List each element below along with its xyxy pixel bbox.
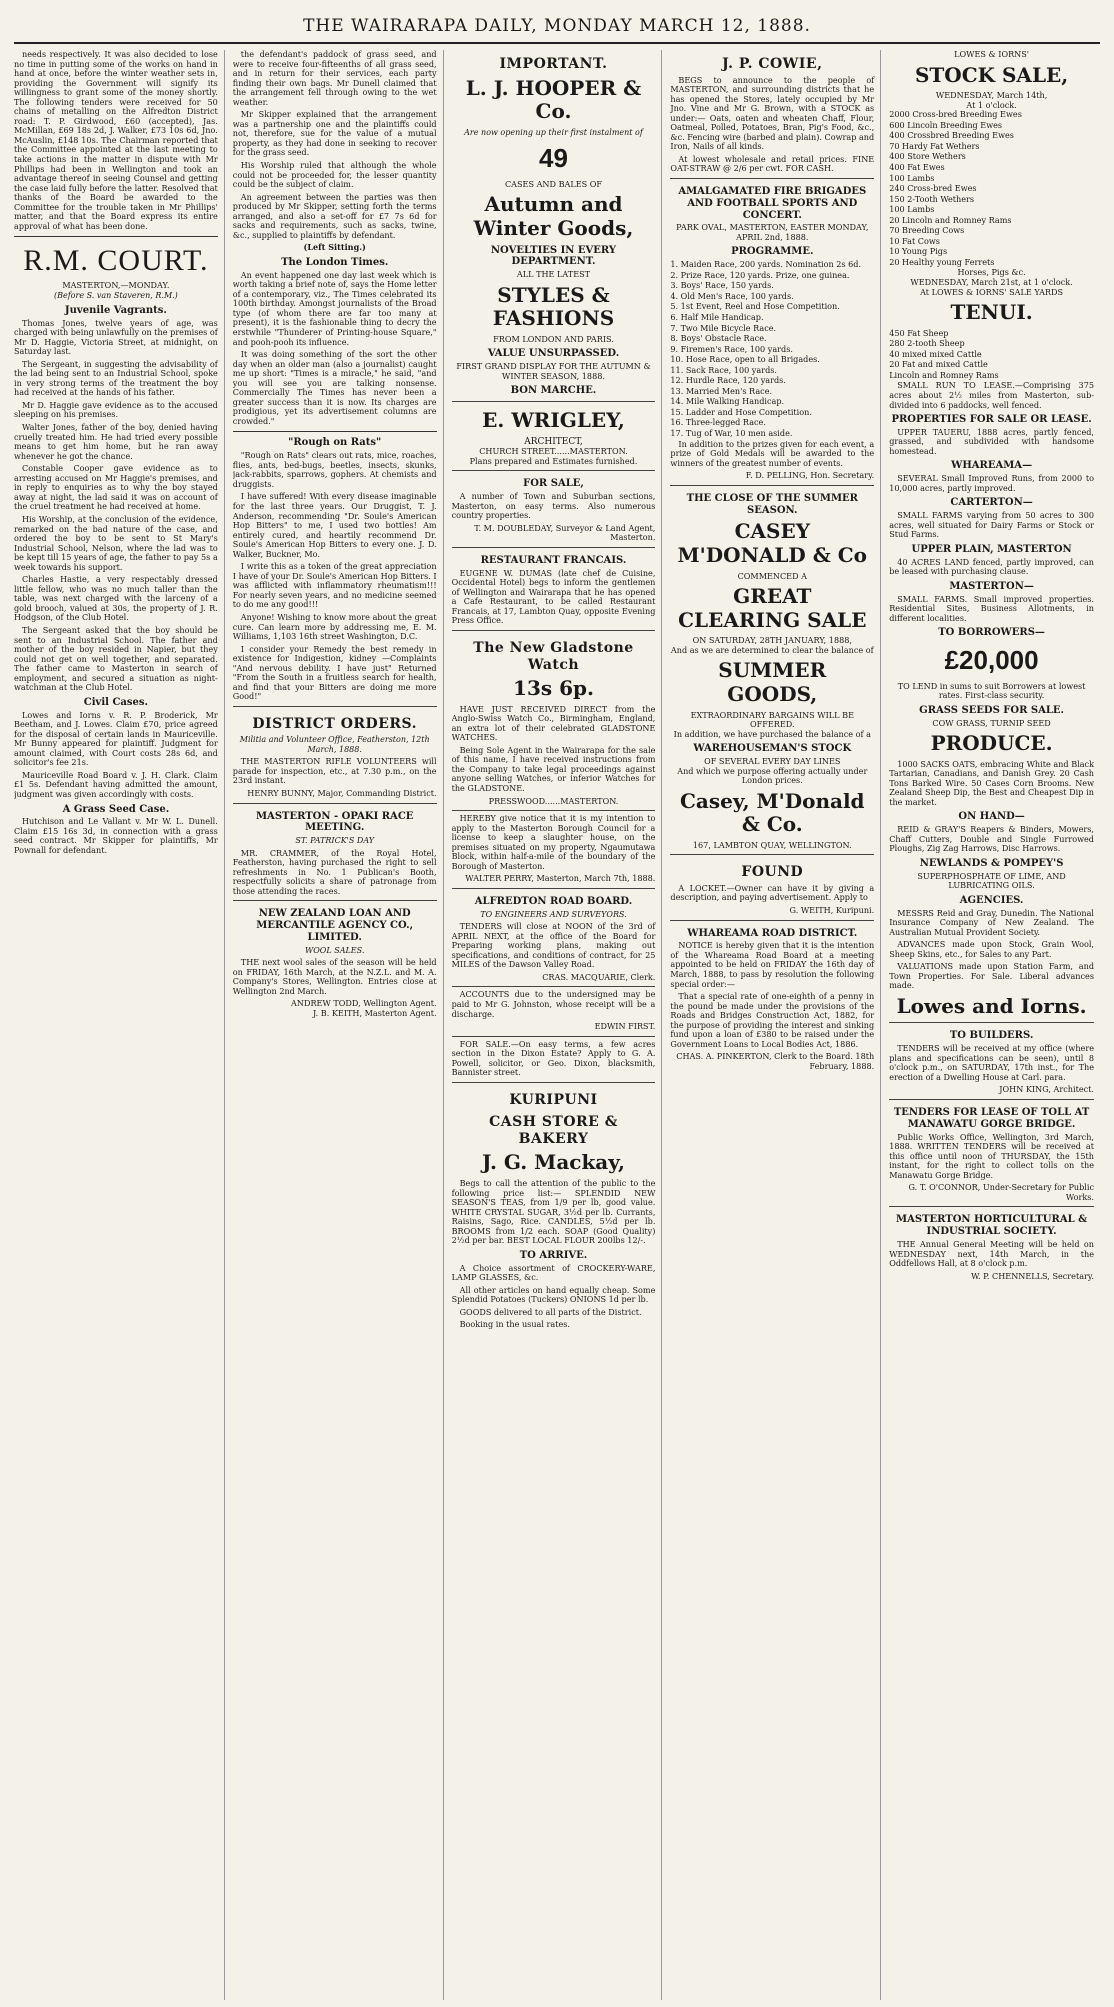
warehouse-stock: WAREHOUSEMAN'S STOCK (693, 743, 852, 755)
ad-paragraph: I write this as a token of the great appreciation I have of your Dr. Soule's American Hop Bitters. I was afflicted with inflammatory rheumatism!!! For nearly seven years, and no medicine seemed to do me any good!!! (232, 561, 437, 610)
toll-head: TENDERS FOR LEASE OF TOLL AT MANAWATU GORGE BRIDGE. (893, 1107, 1090, 1130)
programme-item: 11. Sack Race, 100 yards. (670, 364, 777, 375)
ad-paragraph: HAVE JUST RECEIVED DIRECT from the Anglo-Swiss Watch Co., Birmingham, England, an extra lot of their celebrated GLADSTONE WATCHES. (451, 703, 656, 743)
signature: CRAS. MACQUARIE, Clerk. (542, 971, 656, 982)
ad-paragraph: A number of Town and Suburban sections, Masterton, on easy terms. Also numerous country properties. (451, 491, 656, 521)
stock-item: 10 Young Pigs (889, 246, 948, 257)
article-paragraph: An event happened one day last week which is worth taking a brief note of, says the Home letter of a contemporary, viz., The Times celebrated its 100th birthday. Amongst journalists of the Broad type (of whom there are far too many at present), it is the fashionable thing to decry the erstwhile "Thunderer of Printing-house Square," and pooh-pooh its influence. (232, 269, 437, 347)
rats-head: "Rough on Rats" (288, 437, 382, 449)
tenui-item: 450 Fat Sheep (889, 327, 949, 338)
ad-paragraph: SEVERAL Small Improved Runs, from 2000 to 10,000 acres, partly improved. (889, 473, 1094, 493)
ad-paragraph: ADVANCES made upon Stock, Grain Wool, Sheep Skins, etc., for Sales to any Part. (889, 939, 1094, 959)
sale-text: OF SEVERAL EVERY DAY LINES (704, 755, 841, 766)
signature: JOHN KING, Architect. (999, 1084, 1094, 1095)
alfredton-ad (452, 888, 656, 983)
columns (14, 50, 1100, 2000)
programme-item: 10. Hose Race, open to all Brigades. (670, 354, 820, 365)
article-paragraph: Mr D. Haggie gave evidence as to the accused sleeping on his premises. (14, 399, 218, 420)
ad-paragraph: Public Works Office, Wellington, 3rd March, 1888. WRITTEN TENDERS will be received at this office until noon of THURSDAY, the 15th instant, for the right to collect tolls on the Manawatu Gorge Bridge. (889, 1131, 1094, 1180)
wool-head: NEW ZEALAND LOAN AND MERCANTILE AGENCY CO., LIMITED. (256, 908, 414, 943)
casey-name: CASEY M'DONALD & Co (677, 519, 868, 567)
programme-item: 2. Prize Race, 120 yards. Prize, one guinea. (670, 269, 850, 280)
builders-ad (889, 1022, 1094, 1095)
stock-item: 400 Fat Ewes (889, 161, 945, 172)
tenui-item: 280 2-tooth Sheep (889, 338, 965, 349)
divider (233, 431, 437, 432)
restaurant-ad (452, 547, 656, 626)
column-4 (670, 50, 881, 2000)
stock-item: 100 Lambs (889, 172, 935, 183)
hooper-sub: Are now opening up their first instalment of (464, 127, 643, 137)
seeds-head: GRASS SEEDS FOR SALE. (919, 704, 1065, 716)
divider (14, 236, 218, 237)
article-paragraph: Thomas Jones, twelve years of age, was charged with being unlawfully on the premises of Mr D. Haggie, Victoria Street, at midnight, on Saturday last. (14, 317, 218, 357)
ad-paragraph: GOODS delivered to all parts of the District. (459, 1306, 642, 1317)
ad-paragraph: VALUATIONS made upon Station Farm, and Town Properties. For Sale. Liberal advances made. (889, 961, 1094, 991)
ad-paragraph: Begs to call the attention of the public to the following price list:— SPLENDID NEW SEASON'S TEAS, from 1/9 per lb, good value. WHITE CRYSTAL SUGAR, 3½d per lb. Currants, Raisins, Sago, Rice. CANDLES, 5½d per lb. BROOMS from 1/2 each. SOAP (Good Quality) 2½d per bar. BEST LOCAL FLOUR 200lbs 12/-. (451, 1177, 656, 1246)
on-hand: ON HAND— (958, 811, 1025, 823)
sale-date: ON SATURDAY, 28TH JANUARY, 1888, (692, 635, 852, 646)
restaurant-head: RESTAURANT FRANCAIS. (480, 554, 627, 566)
styles: STYLES & FASHIONS (492, 282, 615, 331)
district-head: DISTRICT ORDERS. (252, 715, 417, 732)
ad-paragraph: BEGS to announce to the people of MASTERTON, and surrounding districts that he has opened the Stores, lately occupied by Mr Jno. Vine and Mr G. Brown, with a STOCK as under:— Oats, oaten and wheaten Chaff, Flour, Oatmeal, Polled, Potatoes, Bran, Pig's Food, &c., &c. Fencing wire (barbed and plain). Cowrap and Iron, Nails of all kinds. (670, 74, 875, 152)
ad-paragraph: I consider your Remedy the best remedy in existence for Indigestion, kidney —Complaints "And nervous debility. I have just" Returned "From the South in a fruitless search for health, and find that your Bitters are doing me more Good!" (232, 643, 437, 702)
article-paragraph: It was doing something of the sort the other day when an older man (also a journalist) caught me up short: "Times is a miracle," he said, "and you will see you are talking nonsense. Commercially The Times has never been a greater success than it is now. Its charges are prodigious, yet its advertisement columns are crowded." (232, 349, 437, 426)
ad-paragraph: 1000 SACKS OATS, embracing White and Black Tartarian, Canadians, and Danish Grey. 20 Cash Tons Barked Wire. 50 Cases Corn Brooms. New Zealand Sheep Dip, the Best and Cheapest Dip in the market. (889, 758, 1094, 807)
ad-paragraph: TENDERS will close at NOON of the 3rd of APRIL NEXT, at the office of the Board for Preparing working plans, making out specifications, and conditions of contract, for 25 MILES of the Dawson Valley Road. (451, 921, 656, 970)
ad-paragraph: REID & GRAY'S Reapers & Binders, Mowers, Chaff Cutters, Double and Single Furrowed Ploughs, Zig Zag Harrows, Disc Harrows. (889, 824, 1094, 854)
article-paragraph: His Worship, at the conclusion of the evidence, remarked on the bad nature of the case, and ordered the boy to be sent to St Mary's Industrial School, Nelson, where the lad was to be kept till 15 years of age, the father to pay 5s a week towards his support. (14, 513, 218, 572)
to-arrive: TO ARRIVE. (519, 1249, 588, 1261)
stock-date-2: WEDNESDAY, March 21st, at 1 o'clock. (910, 276, 1073, 287)
autumn-winter: Autumn and Winter Goods, (473, 192, 634, 240)
sports-ad (670, 178, 874, 481)
ad-paragraph: In addition to the prizes given for each event, a prize of Gold Medals will be awarded to the winners of the greatest number of events. (670, 438, 875, 468)
article-paragraph: The Sergeant, in suggesting the advisability of the lad being sent to an Industrial School, spoke in very strong terms of the treatment the boy had received at the hands of his father. (14, 358, 218, 398)
lowes-signature: Lowes and Iorns. (896, 993, 1087, 1018)
stock-item: 20 Lincoln and Romney Rams (889, 214, 1012, 225)
masterton-sub: MASTERTON— (949, 580, 1034, 592)
stock-item: 100 Lambs (889, 204, 935, 215)
ad-paragraph: THE MASTERTON RIFLE VOLUNTEERS will parade for inspection, etc., at 7.30 p.m., on the 23rd instant. (232, 756, 437, 786)
road-board-report: needs respectively. It was also decided to lose no time in putting some of the works on hand in hand at once, before the winter weather sets in, providing the Government will signify its willingness to grant some of the money shortly. The following tenders were received for 50 chains of metalling on the Alfredton District road: T. P. Girdwood, £60 (accepted), Jas. McMillan, £69 18s 2d, J. Walker, £73 10s 6d, Jno. McAuslin, £148 10s. The Chairman reported that the Committee appointed at the last meeting to take actions in the matter in dispute with Mr Phillips had been in Wellington and took an advantage thereof in seeing Counsel and getting the case laid fully before the latter. Resolved that thanks of the Board be awarded to the Committee for the trouble taken in Mr Phillips' matter, and that the Board express its entire approval of what has been done. (14, 50, 218, 231)
times-head: The London Times. (281, 256, 389, 268)
race-head: MASTERTON - OPAKI RACE MEETING. (255, 810, 414, 834)
ad-paragraph: All other articles on hand equally cheap. Some Splendid Potatoes (Tuckers) ONIONS 1d per lb. (451, 1284, 656, 1305)
wrigley-ad (452, 401, 656, 466)
borrowers: TO BORROWERS— (938, 627, 1045, 639)
hooper-name: L. J. HOOPER & Co. (465, 75, 642, 124)
stock-item: 10 Fat Cows (889, 235, 940, 246)
court-before: (Before S. van Staveren, R.M.) (53, 291, 178, 301)
cash-store: CASH STORE & BAKERY (489, 1114, 618, 1147)
signature: F. D. PELLING, Hon. Secretary. (745, 470, 875, 481)
article-paragraph: Charles Hastie, a very respectably dressed little fellow, who was no much taller than the table, was next charged with the larceny of a gold brooch, valued at 30s, the property of J. R. Hodgson, of the Club Hotel. (14, 574, 218, 623)
watch-head: The New Gladstone Watch (473, 640, 634, 673)
toll-ad (889, 1099, 1094, 1202)
whareama-ad (670, 920, 874, 1072)
props-head: PROPERTIES FOR SALE OR LEASE. (891, 414, 1092, 426)
cases-number: 49 (539, 143, 568, 174)
wool-sub: WOOL SALES. (305, 945, 365, 955)
casey-signature: Casey, M'Donald & Co. (680, 788, 865, 837)
architect: ARCHITECT, (524, 436, 583, 447)
article-paragraph: Mr Skipper explained that the arrangement was a partnership one and the plaintiffs could not, therefore, sue for the value of a mutual property, as they had done in seeking to recover for the grass seed. (232, 109, 437, 158)
programme-item: 13. Married Men's Race. (670, 385, 773, 396)
newlands: NEWLANDS & POMPEY'S (919, 857, 1064, 869)
cowie-head: J. P. COWIE, (722, 56, 823, 72)
ad-paragraph: EUGENE W. DUMAS (late chef de Cuisine, Occidental Hotel) begs to inform the gentlemen of Wellington and Wairarapa that he has opened a Cafe Restaurant, to be called Restaurant Francais, at 17, Lambton Quay, opposite Evening Press Office. (451, 567, 656, 626)
important-head: IMPORTANT. (499, 56, 608, 72)
commenced: COMMENCED A (737, 570, 807, 581)
ad-paragraph: A Choice assortment of CROCKERY-WARE, LAMP GLASSES, &c. (451, 1262, 656, 1283)
article-paragraph: An agreement between the parties was then produced by Mr Skipper, setting forth the terms arranged, and also a set-off for £7 7s 6d for sacks and requirements, such as sacks, twine, &c., supplied to plaintiffs by defendant. (232, 191, 437, 240)
tenui-item: Lincoln and Romney Rams (889, 369, 999, 380)
ad-paragraph: THE next wool sales of the season will be held on FRIDAY, 16th March, at the N.Z.L. and M. A. Company's Stores, Wellington. Entries close at Wellington 2nd March. (232, 957, 437, 996)
stock-item: 240 Cross-bred Ewes (889, 183, 977, 194)
ad-paragraph: A LOCKET.—Owner can have it by giving a description, and paying advertisement. Apply to (670, 882, 875, 903)
agencies: AGENCIES. (959, 894, 1024, 906)
superphosphate: SUPERPHOSPHATE OF LIME, AND LUBRICATING OILS. (917, 870, 1066, 891)
latest: ALL THE LATEST (516, 269, 591, 280)
watch-ad (452, 630, 656, 806)
dixon-ad (452, 1036, 656, 1078)
stock-item: 150 2-Tooth Wethers (889, 193, 975, 204)
column-5 (889, 50, 1100, 2000)
tenui-list (889, 329, 1094, 381)
summer-goods: SUMMER GOODS, (718, 658, 827, 706)
article-paragraph: Constable Cooper gave evidence as to arresting accused on Mr Haggie's premises, and in reply to enquiries as to why the boy stayed away at night, the lad said it was on account of the cruel treatment he had received at home. (14, 463, 218, 512)
programme-item: 15. Ladder and Hose Competition. (670, 406, 812, 417)
ad-paragraph: Booking in the usual rates. (459, 1319, 570, 1330)
signature: T. M. DOUBLEDAY, Surveyor & Land Agent, Masterton. (474, 522, 656, 543)
whareama-sub: WHAREAMA— (951, 460, 1033, 472)
seeds-sub: COW GRASS, TURNIP SEED (932, 717, 1051, 728)
mackay: J. G. Mackay, (482, 1150, 625, 1175)
column-1 (14, 50, 225, 2000)
close-season: THE CLOSE OF THE SUMMER SEASON. (686, 492, 858, 516)
kuripuni-head: KURIPUNI (509, 1091, 598, 1108)
lowes-yards: At LOWES & IORNS' SALE YARDS (920, 286, 1064, 297)
programme-item: 17. Tug of War, 10 men aside. (670, 428, 793, 439)
novelties: NOVELTIES IN EVERY DEPARTMENT. (490, 244, 617, 268)
wrigley-addr: CHURCH STREET......MASTERTON. (479, 446, 628, 457)
kuripuni-ad (452, 1082, 656, 1330)
ad-paragraph: Anyone! Wishing to know more about the great cure. Can learn more by addressing me, E. M. Williams, 1,103 16th street Washington, D.C. (232, 612, 437, 642)
district-orders-ad (233, 706, 437, 799)
found-head: FOUND (741, 864, 804, 881)
sports-venue: PARK OVAL, MASTERTON, EASTER MONDAY, APRIL 2nd, 1888. (676, 222, 869, 242)
ad-paragraph: ACCOUNTS due to the undersigned may be paid to Mr G. Johnston, whose receipt will be a discharge. (451, 989, 656, 1019)
programme-list (670, 260, 874, 438)
signature: W. P. CHENNELLS, Secretary. (971, 1270, 1094, 1281)
amalgamated-head: AMALGAMATED FIRE BRIGADES AND FOOTBALL SPORTS AND CONCERT. (678, 185, 867, 221)
article-paragraph: Mauriceville Road Board v. J. H. Clark. Claim £1 5s. Defendant having admitted the amount, judgment was given accordingly with costs. (14, 769, 218, 799)
programme-item: 16. Three-legged Race. (670, 417, 766, 428)
ad-paragraph: 40 ACRES LAND fenced, partly improved, can be leased with purchasing clause. (889, 556, 1094, 577)
bargains: EXTRAORDINARY BARGAINS WILL BE OFFERED. (690, 709, 854, 730)
lowes-head: LOWES & IORNS' (954, 50, 1030, 59)
value-unsurpassed: VALUE UNSURPASSED. (487, 348, 620, 360)
ad-paragraph: FOR SALE.—On easy terms, a few acres section in the Dixon Estate? Apply to G. A. Powell, solicitor, or Geo. Dixon, blacksmith, Bannister street. (451, 1038, 656, 1078)
article-paragraph: His Worship ruled that although the whole could not be proceeded for, the lesser quantity could be the subject of claim. (232, 160, 437, 190)
for-sale-ad (452, 470, 656, 543)
ad-paragraph: SMALL RUN TO LEASE.—Comprising 375 acres about 2½ miles from Masterton, sub-divided into 6 paddocks, well fenced. (889, 380, 1094, 410)
carterton-sub: CARTERTON— (950, 497, 1033, 509)
signature: HENRY BUNNY, Major, Commanding District. (247, 787, 437, 798)
programme-item: 1. Maiden Race, 200 yards. Nomination 2s 6d. (670, 259, 862, 270)
column-2 (233, 50, 444, 2000)
ad-paragraph: SMALL FARMS varying from 50 acres to 300 acres, well situated for Dairy Farms or Stock or Stud Farms. (889, 510, 1094, 540)
slaughter-ad (452, 810, 656, 884)
stock-item: 2000 Cross-bred Breeding Ewes (889, 109, 1022, 120)
programme-item: 14. Mile Walking Handicap. (670, 396, 785, 407)
ad-paragraph: "Rough on Rats" clears out rats, mice, roaches, flies, ants, bed-bugs, beetles, insects, skunks, jack-rabbits, sparrows, gophers. At chemists and druggists. (232, 450, 437, 489)
article-paragraph: Walter Jones, father of the boy, denied having cruelly treated him. He had tried every possible means to get him home, but he ran away whenever he got the chance. (14, 422, 218, 461)
court-title: R.M. COURT. (23, 244, 209, 278)
civil-head: Civil Cases. (83, 696, 148, 708)
display: FIRST GRAND DISPLAY FOR THE AUTUMN & WINTER SEASON, 1888. (456, 361, 651, 381)
programme-item: 5. 1st Event, Reel and Hose Competition. (670, 301, 840, 312)
signature: CHAS. A. PINKERTON, Clerk to the Board. 18th February, 1888. (676, 1051, 875, 1071)
alfredton-head: ALFREDTON ROAD BOARD. (474, 895, 633, 907)
column-3 (452, 50, 663, 2000)
ad-paragraph: That a special rate of one-eighth of a penny in the pound be made under the provisions of the Roads and Bridges Construction Act, 1882, for the purpose of providing the interest and sinking fund upon a loan of £380 to be raised under the Government Loans to Local Bodies Act, 1886. (670, 991, 875, 1049)
signature: ANDREW TODD, Wellington Agent. (291, 998, 437, 1009)
horticultural-head: MASTERTON HORTICULTURAL & INDUSTRIAL SOCIETY. (896, 1214, 1088, 1238)
stock-time: At 1 o'clock. (966, 99, 1017, 110)
stock-item: 400 Store Wethers (889, 151, 966, 162)
article-paragraph: Lowes and Iorns v. R. P. Broderick, Mr Beetham, and J. Lowes. Claim £70, price agreed for the disposal of certain lands in Mauriceville. Mr Bunny appeared for plaintiff. Judgment for amount claimed, with Court costs 28s 6d, and solicitor's fee 21s. (14, 709, 218, 768)
ad-paragraph: SMALL FARMS. Small improved properties. Residential Sites, Business Allotments, in different localities. (889, 593, 1094, 623)
programme-item: 8. Boys' Obstacle Race. (670, 333, 767, 344)
race-meeting-ad (233, 803, 437, 897)
article-paragraph: the defendant's paddock of grass seed, and were to receive four-fifteenths of all grass seed, and in return for their services, each party finding their own bags. Mr Dunell claimed that the arrangement fell through owing to the wet weather. (232, 50, 437, 107)
ad-paragraph: I have suffered! With every disease imaginable for the last three years. Our Druggist, T. J. Anderson, recommending "Dr. Soule's American Hop Bitters" to me, I used two bottles! Am entirely cured, and heartily recommend Dr. Soule's American Hop Bitters to every one. J. D. Walker, Buckner, Mo. (232, 491, 437, 559)
ad-paragraph: HEREBY give notice that it is my intention to apply to the Masterton Borough Council for a license to keep a slaughter house, on the premises situated on my property, Ngaumutawa Block, within half-a-mile of the boundary of the Borough of Masterton. (451, 813, 656, 871)
stock-item: 70 Breeding Cows (889, 225, 965, 236)
programme-item: 7. Two Mile Bicycle Race. (670, 322, 777, 333)
grass-seed-head: A Grass Seed Case. (62, 803, 170, 815)
race-sub: ST. PATRICK'S DAY (295, 836, 375, 846)
from-london: FROM LONDON AND PARIS. (493, 333, 614, 344)
cases-text: CASES AND BALES OF (504, 178, 603, 189)
signature: J. B. KEITH, Masterton Agent. (313, 1007, 437, 1018)
wool-sales-ad (233, 900, 437, 1018)
loan-amount: £20,000 (944, 644, 1039, 675)
article-paragraph: Hutchison and Le Vallant v. Mr W. L. Dunell. Claim £15 16s 3d, in connection with a grass seed contract. Mr Skipper for plaintiffs, Mr Pownall for defendant. (14, 816, 218, 855)
upper-plain: UPPER PLAIN, MASTERTON (911, 543, 1072, 555)
great-clearing: GREAT CLEARING SALE (678, 584, 867, 632)
stock-item: 600 Lincoln Breeding Ewes (889, 119, 1003, 130)
juvenile-head: Juvenile Vagrants. (64, 304, 167, 316)
tenui-head: TENUI. (950, 300, 1033, 325)
signature: EDWIN FIRST. (594, 1021, 656, 1032)
signature: WALTER PERRY, Masterton, March 7th, 1888. (465, 873, 656, 884)
ad-paragraph: Being Sole Agent in the Wairarapa for the sale of this name, I have received instructions from the Company to take legal proceedings against anyone selling Watches, or inferior Watches for the GLADSTONE. (451, 744, 656, 794)
stock-date: WEDNESDAY, March 14th, (935, 90, 1048, 101)
ad-paragraph: NOTICE is hereby given that it is the intention of the Whareama Road Board at a meeting appointed to be held on FRIDAY the 16th day of March, 1888, to pass by resolution the following special order:— (670, 940, 875, 989)
stock-item: 70 Hardy Fat Wethers (889, 140, 980, 151)
signature: G. T. O'CONNOR, Under-Secretary for Public Works. (908, 1182, 1094, 1202)
stock-item: 20 Healthy young Ferrets (889, 256, 995, 267)
casey-address: 167, LAMBTON QUAY, WELLINGTON. (692, 839, 852, 850)
ad-paragraph: UPPER TAUERU, 1888 acres, partly fenced, grassed, and subdivided with handsome homestead. (889, 426, 1094, 456)
loan-sub: TO LEND in sums to suit Borrowers at lowest rates. First-class security. (897, 680, 1086, 701)
stock-sale: STOCK SALE, (914, 62, 1069, 87)
presswood: PRESSWOOD......MASTERTON. (488, 795, 619, 806)
for-sale-head: FOR SALE, (523, 478, 584, 490)
article-paragraph: The Sergeant asked that the boy should be sent to an Industrial School. The father and mother of the boy resided in Napier, but they could not get on well together, and separated. The father came to Masterton in search of employment, and secured a situation as night-watchman at the Club Hotel. (14, 624, 218, 693)
builders-head: TO BUILDERS. (949, 1030, 1034, 1042)
sale-text: And as we are determined to clear the balance of (670, 644, 874, 655)
bon-marche: BON MARCHE. (510, 385, 597, 397)
sale-text: In addition, we have purchased the balance of a (673, 728, 871, 739)
ad-paragraph: TENDERS will be received at my office (where plans and specifications can be seen), until 8 o'clock p.m., on SATURDAY, 17th inst., for The erection of a Dwelling House at Carl. para. (889, 1043, 1094, 1082)
produce-head: PRODUCE. (930, 731, 1053, 756)
ad-paragraph: At lowest wholesale and retail prices. FINE OAT-STRAW @ 2/6 per cwt. FOR CASH. (670, 153, 875, 174)
accounts-ad (452, 986, 656, 1031)
found-ad (670, 854, 874, 915)
stock-tail: Horses, Pigs &c. (957, 267, 1026, 278)
tenui-item: 20 Fat and mixed Cattle (889, 359, 988, 370)
programme-item: 9. Firemen's Race, 100 yards. (670, 343, 793, 354)
left-sitting: (Left Sitting.) (303, 242, 366, 253)
whareama-head: WHAREAMA ROAD DISTRICT. (687, 927, 858, 939)
ad-paragraph: THE Annual General Meeting will be held on WEDNESDAY next, 14th March, in the Oddfellows Hall, at 8 o'clock p.m. (889, 1239, 1094, 1269)
programme-head: PROGRAMME. (731, 246, 814, 258)
alfredton-sub: TO ENGINEERS AND SURVEYORS. (480, 909, 627, 919)
wrigley-name: E. WRIGLEY, (482, 408, 625, 433)
programme-item: 12. Hurdle Race, 120 yards. (670, 375, 786, 386)
sale-text: And which we purpose offering actually under London prices. (677, 765, 868, 786)
signature: G. WEITH, Kuripuni. (789, 904, 875, 915)
ad-paragraph: MESSRS Reid and Gray, Dunedin. The National Insurance Company of New Zealand. The Australian Mutual Provident Society. (889, 907, 1094, 937)
casey-ad (670, 485, 874, 851)
stock-item: 400 Crossbred Breeding Ewes (889, 130, 1014, 141)
court-sub: MASTERTON,—MONDAY. (62, 279, 170, 290)
masthead: THE WAIRARAPA DAILY, MONDAY MARCH 12, 1888. (14, 6, 1100, 44)
tenui-item: 40 mixed mixed Cattle (889, 348, 982, 359)
programme-item: 3. Boys' Race, 150 yards. (670, 280, 774, 291)
programme-item: 6. Half Mile Handicap. (670, 312, 764, 322)
watch-price: 13s 6p. (513, 676, 594, 701)
district-sub: Militia and Volunteer Office, Featherston, 12th March, 1888. (239, 735, 430, 754)
stock-list (889, 110, 1094, 267)
horticultural-ad (889, 1206, 1094, 1281)
programme-item: 4. Old Men's Race, 100 yards. (670, 290, 794, 301)
ad-paragraph: MR. CRAMMER, of the Royal Hotel, Featherston, having purchased the right to sell refreshments in No. 1 Publican's Booth, respectfully solicits a share of patronage from those attending the races. (232, 847, 437, 896)
wrigley-note: Plans prepared and Estimates furnished. (469, 455, 638, 466)
